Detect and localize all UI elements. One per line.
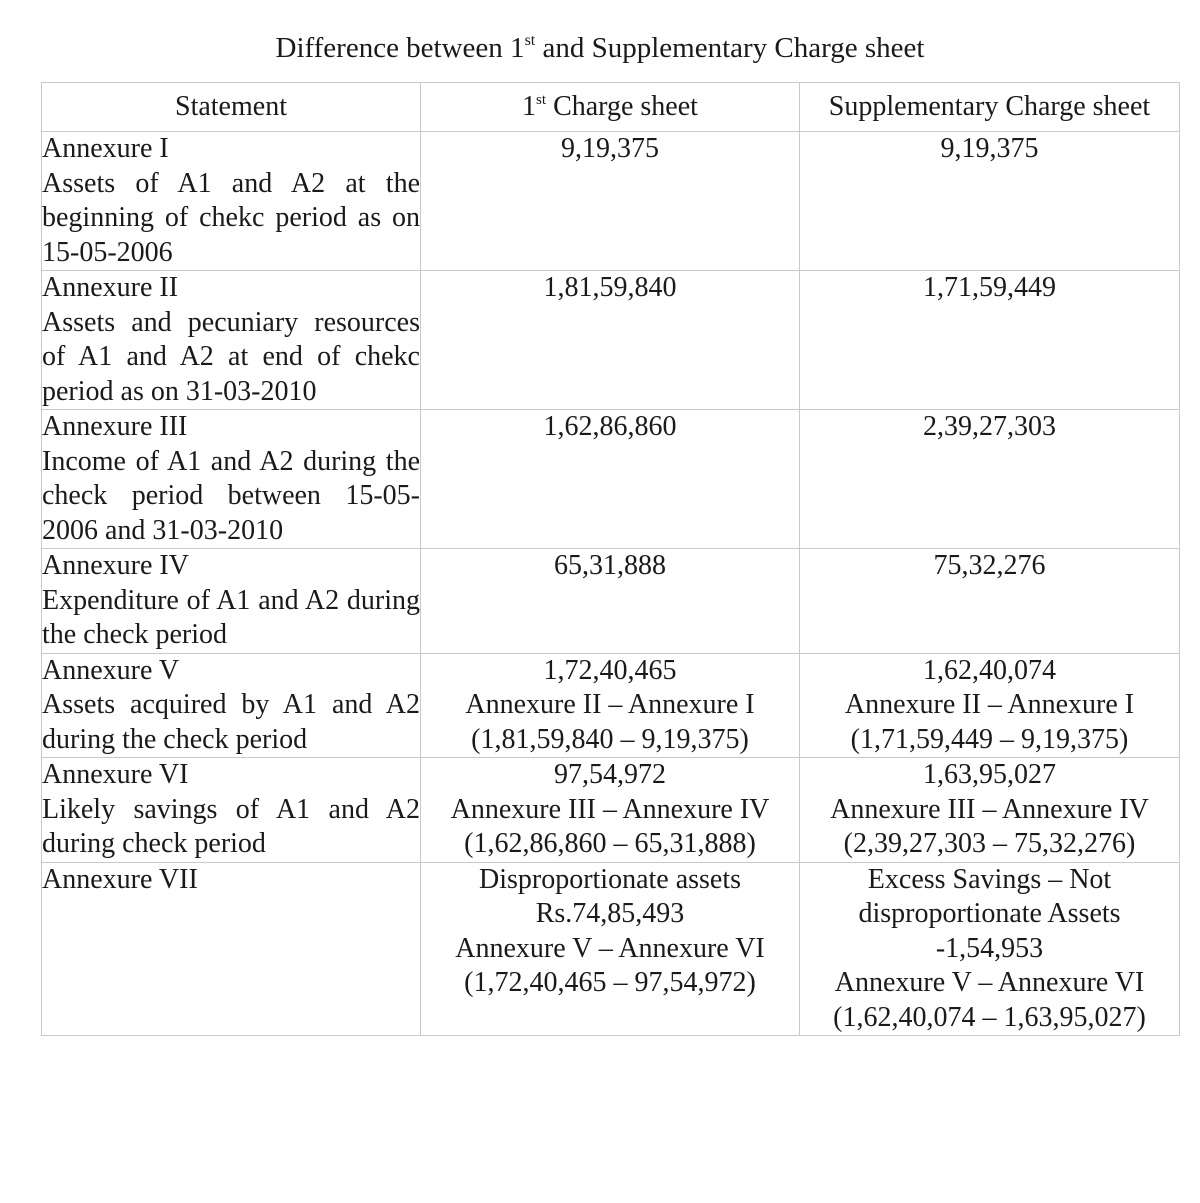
annexure-name: Annexure VII bbox=[42, 863, 198, 895]
first-charge-sheet-cell bbox=[421, 549, 800, 654]
statement-cell bbox=[42, 410, 421, 549]
annexure-name: Annexure II bbox=[42, 272, 179, 303]
first-value-line: 1,62,86,860 bbox=[543, 411, 677, 442]
title-text-start: Difference between 1 bbox=[275, 32, 525, 64]
annexure-name: Annexure IV bbox=[42, 550, 189, 581]
first-value-line: 1,81,59,840 bbox=[543, 272, 677, 303]
first-calculation-line: (1,72,40,465 – 97,54,972) bbox=[464, 967, 756, 998]
title-text-end: and Supplementary Charge sheet bbox=[535, 32, 925, 64]
annexure-description: Income of A1 and A2 during the check period between 15-05-2006 and 31-03-2010 bbox=[42, 445, 420, 546]
statement-cell bbox=[42, 549, 421, 654]
supplementary-formula-line: Annexure V – Annexure VI bbox=[834, 967, 1145, 998]
supplementary-value-line: 1,62,40,074 bbox=[923, 654, 1056, 686]
annexure-description: Assets acquired by A1 and A2 during the check period bbox=[42, 689, 420, 755]
table-row bbox=[42, 758, 1180, 863]
first-calculation-line: (1,81,59,840 – 9,19,375) bbox=[471, 723, 749, 755]
first-formula-line: Annexure V – Annexure VI bbox=[455, 932, 765, 964]
statement-cell bbox=[42, 271, 421, 410]
first-charge-sheet-cell bbox=[421, 862, 800, 1036]
page-title bbox=[0, 28, 1200, 68]
table-row bbox=[42, 862, 1180, 1036]
annexure-name: Annexure V bbox=[42, 654, 180, 686]
title-superscript: st bbox=[524, 32, 536, 49]
statement-cell bbox=[42, 653, 421, 758]
supplementary-calculation-line: (1,62,40,074 – 1,63,95,027) bbox=[833, 1001, 1146, 1033]
first-charge-sheet-cell bbox=[421, 758, 800, 863]
first-charge-sheet-cell bbox=[421, 132, 800, 271]
first-charge-sheet-cell bbox=[421, 410, 800, 549]
supplementary-charge-sheet-cell bbox=[800, 862, 1180, 1036]
first-value-line: 9,19,375 bbox=[561, 133, 659, 164]
supplementary-value-line: 75,32,276 bbox=[933, 550, 1046, 581]
first-formula-line: Annexure II – Annexure I bbox=[465, 689, 755, 720]
statement-cell bbox=[42, 132, 421, 271]
annexure-description: Likely savings of A1 and A2 during check period bbox=[42, 793, 420, 859]
header-supplementary-charge-sheet: Supplementary Charge sheet bbox=[800, 83, 1180, 132]
first-result-label: Disproportionate assets bbox=[478, 863, 742, 895]
annexure-name: Annexure I bbox=[42, 133, 169, 164]
table-row bbox=[42, 271, 1180, 410]
supplementary-calculation-line: (1,71,59,449 – 9,19,375) bbox=[850, 723, 1129, 755]
supplementary-charge-sheet-cell bbox=[800, 132, 1180, 271]
table-row bbox=[42, 653, 1180, 758]
first-value-line: 97,54,972 bbox=[554, 759, 666, 790]
supplementary-formula-line: Annexure II – Annexure I bbox=[844, 689, 1135, 720]
supplementary-calculation-line: (2,39,27,303 – 75,32,276) bbox=[843, 828, 1136, 859]
supplementary-charge-sheet-cell bbox=[800, 271, 1180, 410]
supplementary-result-amount: -1,54,953 bbox=[935, 932, 1044, 964]
first-charge-sheet-cell bbox=[421, 271, 800, 410]
header-first-charge-sheet bbox=[421, 83, 800, 132]
first-value-line: 1,72,40,465 bbox=[543, 654, 677, 686]
first-calculation-line: (1,62,86,860 – 65,31,888) bbox=[464, 828, 756, 859]
first-formula-line: Annexure III – Annexure IV bbox=[450, 793, 770, 825]
header-first-prefix: 1 bbox=[522, 90, 537, 122]
table-row bbox=[42, 132, 1180, 271]
supplementary-value-line: 9,19,375 bbox=[940, 133, 1039, 164]
supplementary-result-label-continued: disproportionate Assets bbox=[858, 898, 1121, 929]
statement-cell bbox=[42, 862, 421, 1036]
supplementary-charge-sheet-cell bbox=[800, 549, 1180, 654]
supplementary-result-label: Excess Savings – Not bbox=[867, 863, 1112, 895]
first-charge-sheet-cell bbox=[421, 653, 800, 758]
table-row bbox=[42, 549, 1180, 654]
table-body bbox=[42, 132, 1180, 1036]
comparison-table bbox=[41, 82, 1180, 1036]
supplementary-value-line: 1,63,95,027 bbox=[923, 759, 1056, 790]
annexure-description: Expenditure of A1 and A2 during the check period bbox=[42, 584, 420, 650]
supplementary-charge-sheet-cell bbox=[800, 653, 1180, 758]
supplementary-charge-sheet-cell bbox=[800, 758, 1180, 863]
header-statement: Statement bbox=[42, 83, 421, 132]
annexure-description: Assets of A1 and A2 at the beginning of chekc period as on 15-05-2006 bbox=[42, 167, 420, 268]
header-first-superscript: st bbox=[536, 91, 547, 108]
supplementary-value-line: 2,39,27,303 bbox=[923, 411, 1056, 442]
annexure-name: Annexure III bbox=[42, 411, 188, 442]
supplementary-charge-sheet-cell bbox=[800, 410, 1180, 549]
table-row bbox=[42, 410, 1180, 549]
first-result-amount: Rs.74,85,493 bbox=[535, 898, 685, 929]
header-first-suffix: Charge sheet bbox=[546, 90, 698, 122]
statement-cell bbox=[42, 758, 421, 863]
annexure-description: Assets and pecuniary resources of A1 and A2 at end of chekc period as on 31-03-2010 bbox=[42, 306, 420, 407]
first-value-line: 65,31,888 bbox=[554, 550, 666, 581]
annexure-name: Annexure VI bbox=[42, 759, 189, 790]
supplementary-formula-line: Annexure III – Annexure IV bbox=[830, 793, 1149, 825]
supplementary-value-line: 1,71,59,449 bbox=[923, 272, 1056, 303]
header-row bbox=[42, 83, 1180, 132]
